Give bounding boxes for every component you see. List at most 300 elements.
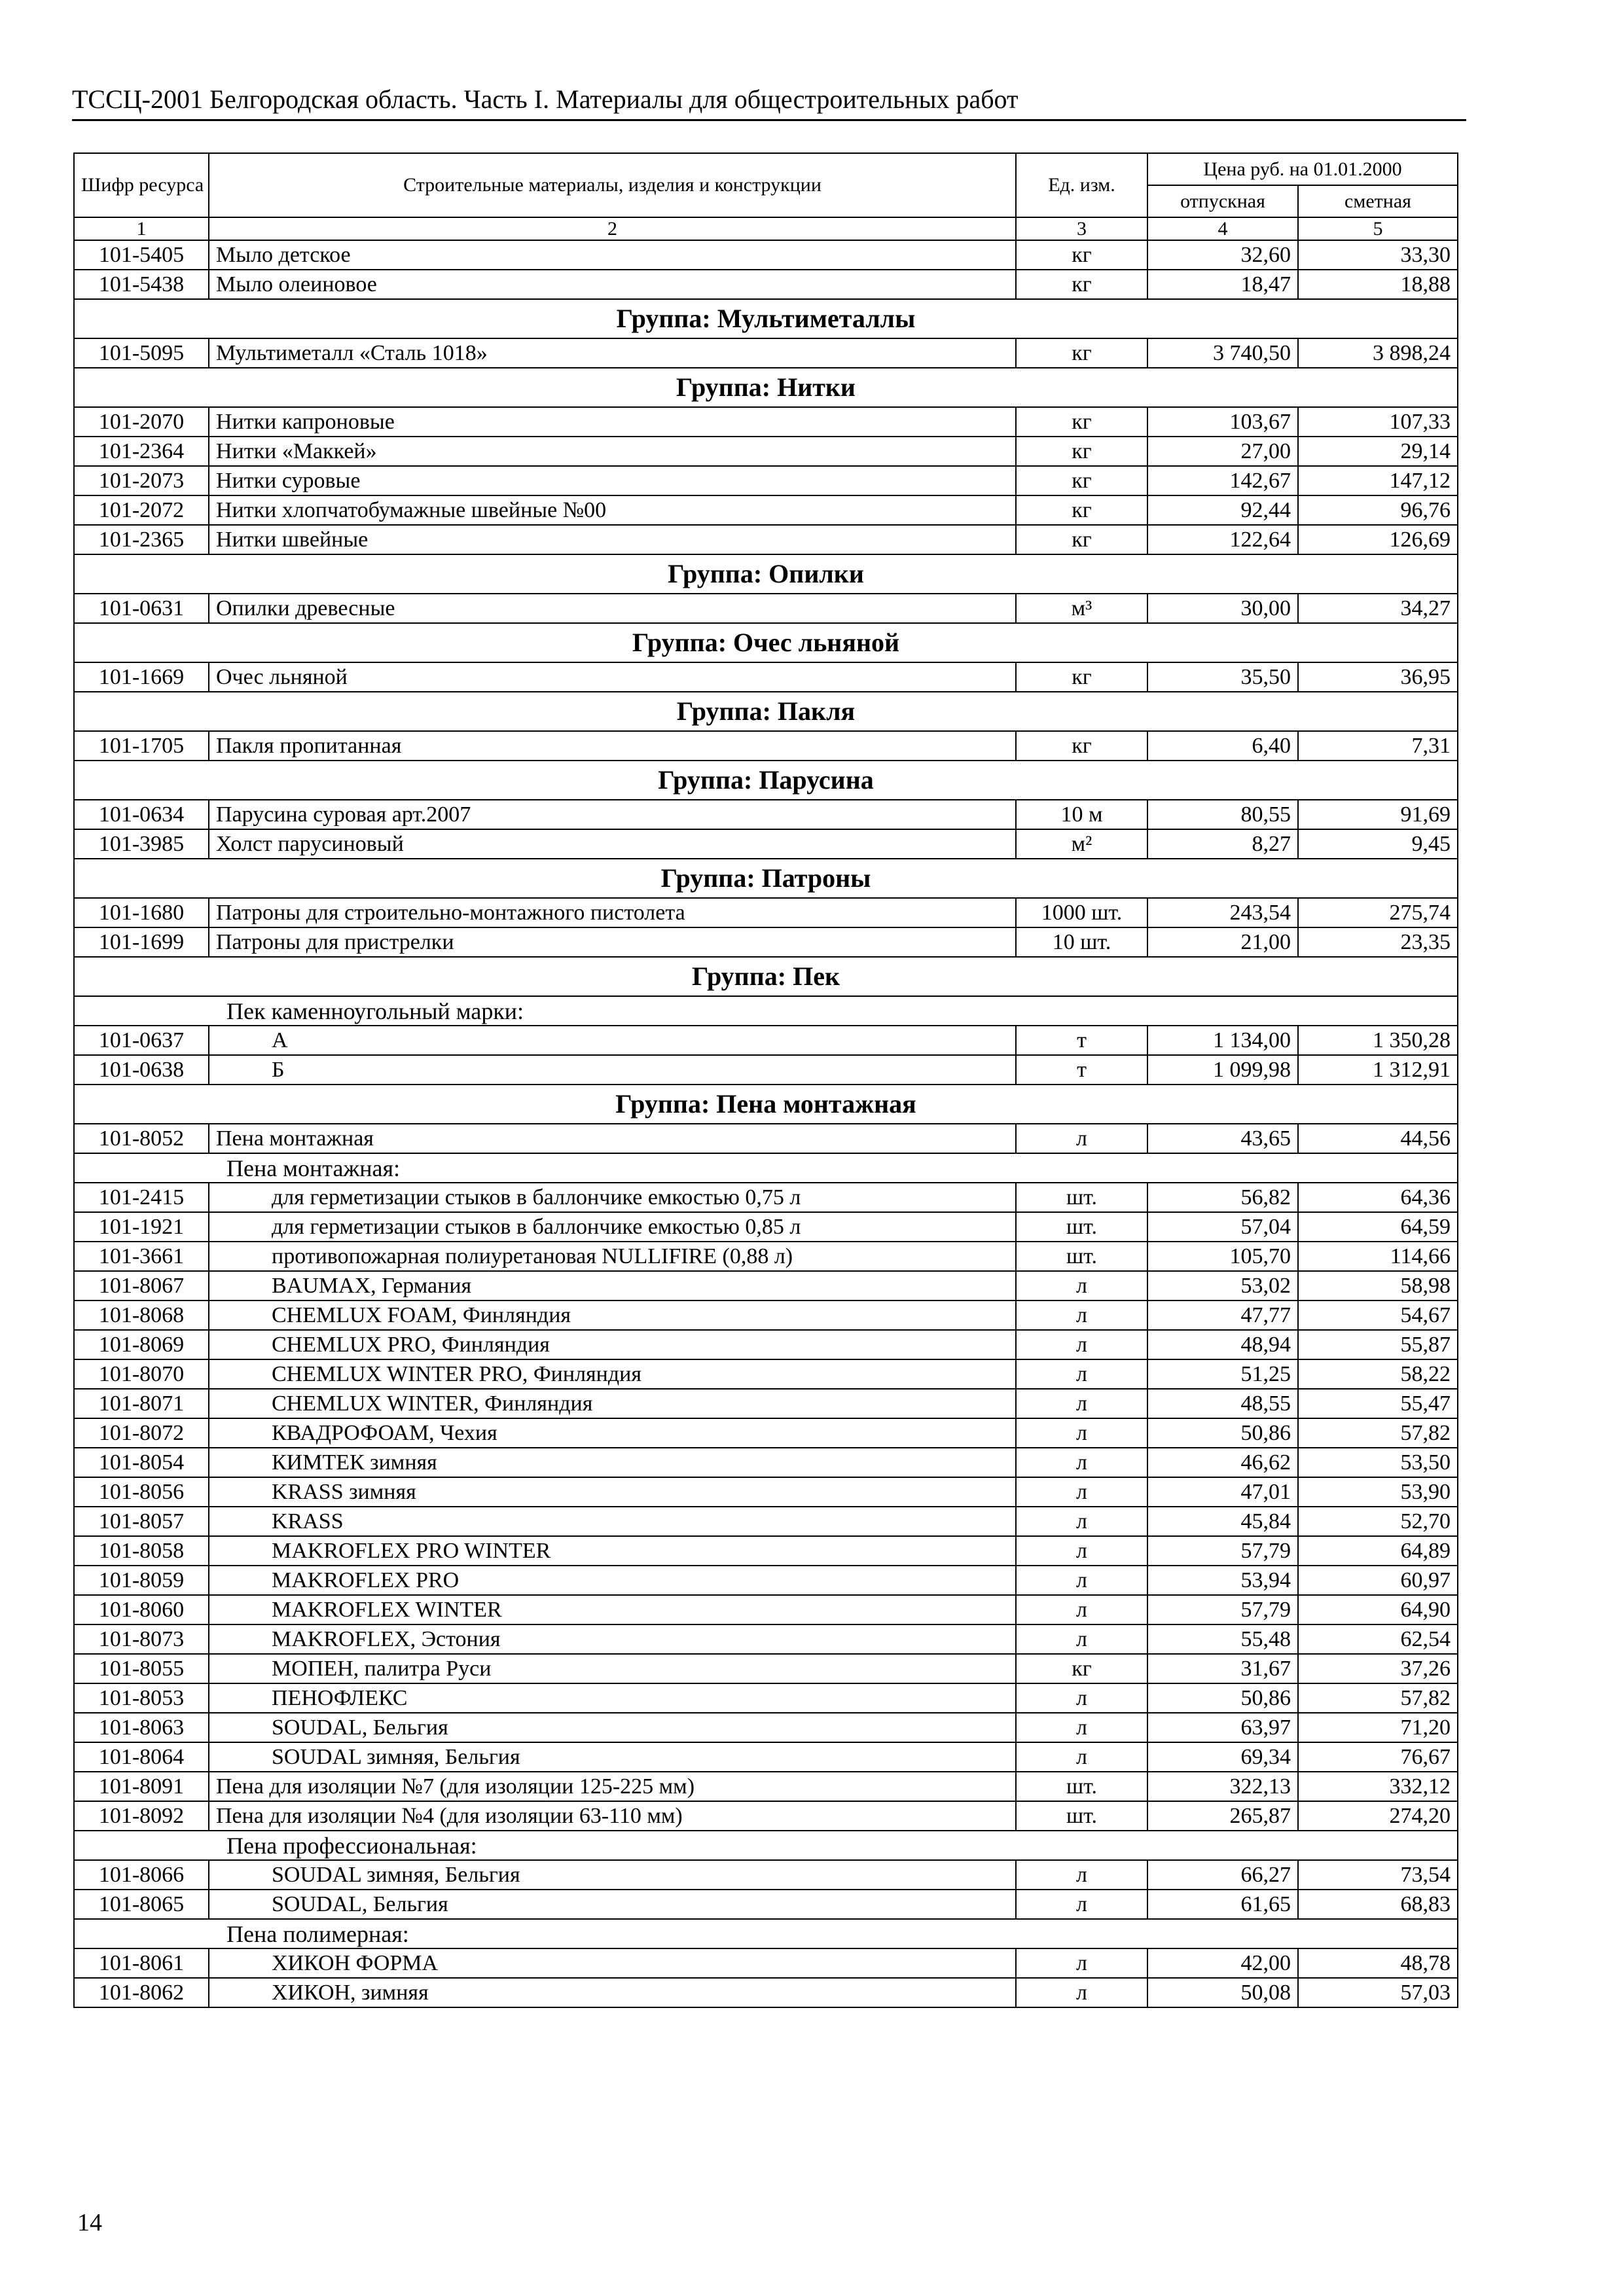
subheading-row [74, 1919, 1458, 1948]
subheading-row [74, 996, 1458, 1026]
material-name: Пена для изоляции №4 (для изоляции 63-110 мм) [209, 1801, 1016, 1831]
resource-code: 101-8068 [74, 1300, 209, 1330]
table-row [74, 1683, 1458, 1713]
price-release: 31,67 [1147, 1654, 1298, 1683]
unit: шт. [1016, 1242, 1147, 1271]
resource-code: 101-8056 [74, 1477, 209, 1507]
unit: л [1016, 1948, 1147, 1978]
unit: 10 шт. [1016, 927, 1147, 957]
price-release: 122,64 [1147, 525, 1298, 554]
table-row [74, 1271, 1458, 1300]
price-estimate: 48,78 [1298, 1948, 1458, 1978]
price-release: 43,65 [1147, 1124, 1298, 1153]
resource-code: 101-8054 [74, 1448, 209, 1477]
table-row [74, 1300, 1458, 1330]
price-release: 51,25 [1147, 1359, 1298, 1389]
table-row [74, 898, 1458, 927]
price-estimate: 36,95 [1298, 662, 1458, 692]
table-row [74, 466, 1458, 495]
resource-code: 101-8070 [74, 1359, 209, 1389]
price-estimate: 274,20 [1298, 1801, 1458, 1831]
price-release: 45,84 [1147, 1507, 1298, 1536]
material-name: Патроны для пристрелки [209, 927, 1016, 957]
unit: кг [1016, 731, 1147, 761]
material-name: Мыло олеиновое [209, 270, 1016, 299]
material-name: MAKROFLEX, Эстония [209, 1624, 1016, 1654]
price-estimate: 76,67 [1298, 1742, 1458, 1772]
material-name: Нитки хлопчатобумажные швейные №00 [209, 495, 1016, 525]
price-estimate: 3 898,24 [1298, 338, 1458, 368]
table-row [74, 1978, 1458, 2007]
price-estimate: 64,59 [1298, 1212, 1458, 1242]
resource-code: 101-3985 [74, 829, 209, 859]
resource-code: 101-5405 [74, 240, 209, 270]
price-estimate: 71,20 [1298, 1713, 1458, 1742]
price-estimate: 64,89 [1298, 1536, 1458, 1566]
material-name: MAKROFLEX WINTER [209, 1595, 1016, 1624]
unit: шт. [1016, 1772, 1147, 1801]
price-release: 265,87 [1147, 1801, 1298, 1831]
resource-code: 101-0637 [74, 1026, 209, 1055]
table-row [74, 1448, 1458, 1477]
price-release: 53,94 [1147, 1566, 1298, 1595]
table-row [74, 1595, 1458, 1624]
material-name: Нитки суровые [209, 466, 1016, 495]
resource-code: 101-8066 [74, 1860, 209, 1890]
price-release: 322,13 [1147, 1772, 1298, 1801]
material-name: SOUDAL, Бельгия [209, 1713, 1016, 1742]
price-estimate: 54,67 [1298, 1300, 1458, 1330]
material-name: Нитки швейные [209, 525, 1016, 554]
resource-code: 101-0631 [74, 594, 209, 623]
material-name: KRASS зимняя [209, 1477, 1016, 1507]
table-row [74, 1124, 1458, 1153]
price-release: 56,82 [1147, 1183, 1298, 1212]
price-table [73, 152, 1458, 2008]
unit: л [1016, 1477, 1147, 1507]
resource-code: 101-2364 [74, 437, 209, 466]
price-estimate: 147,12 [1298, 466, 1458, 495]
price-estimate: 275,74 [1298, 898, 1458, 927]
unit: л [1016, 1742, 1147, 1772]
resource-code: 101-2072 [74, 495, 209, 525]
resource-code: 101-2070 [74, 407, 209, 437]
price-release: 142,67 [1147, 466, 1298, 495]
resource-code: 101-5095 [74, 338, 209, 368]
table-row [74, 525, 1458, 554]
material-name: CHEMLUX WINTER, Финляндия [209, 1389, 1016, 1418]
material-name: Патроны для строительно-монтажного пистолета [209, 898, 1016, 927]
column-number: 5 [1298, 217, 1458, 240]
price-estimate: 52,70 [1298, 1507, 1458, 1536]
group-heading-row [74, 1085, 1458, 1124]
resource-code: 101-8072 [74, 1418, 209, 1448]
resource-code: 101-8069 [74, 1330, 209, 1359]
price-estimate: 91,69 [1298, 800, 1458, 829]
price-estimate: 18,88 [1298, 270, 1458, 299]
unit: л [1016, 1271, 1147, 1300]
price-estimate: 96,76 [1298, 495, 1458, 525]
price-release: 8,27 [1147, 829, 1298, 859]
page-number: 14 [77, 2209, 102, 2236]
material-name: КВАДРОФОАМ, Чехия [209, 1418, 1016, 1448]
material-name: Парусина суровая арт.2007 [209, 800, 1016, 829]
table-row [74, 1477, 1458, 1507]
page-header: ТССЦ-2001 Белгородская область. Часть I. Материалы для общестроительных работ [72, 82, 1466, 121]
price-release: 42,00 [1147, 1948, 1298, 1978]
price-release: 80,55 [1147, 800, 1298, 829]
group-heading: Группа: Пакля [74, 692, 1458, 731]
group-heading: Группа: Пена монтажная [74, 1085, 1458, 1124]
header-unit: Ед. изм. [1016, 153, 1147, 217]
price-estimate: 57,82 [1298, 1683, 1458, 1713]
material-name: Очес льняной [209, 662, 1016, 692]
unit: 1000 шт. [1016, 898, 1147, 927]
material-name: Мультиметалл «Сталь 1018» [209, 338, 1016, 368]
price-estimate: 44,56 [1298, 1124, 1458, 1153]
price-release: 1 134,00 [1147, 1026, 1298, 1055]
price-release: 50,08 [1147, 1978, 1298, 2007]
table-row [74, 1389, 1458, 1418]
price-release: 3 740,50 [1147, 338, 1298, 368]
material-name: MAKROFLEX PRO WINTER [209, 1536, 1016, 1566]
resource-code: 101-1669 [74, 662, 209, 692]
resource-code: 101-8067 [74, 1271, 209, 1300]
subheading: Пена полимерная: [74, 1919, 1458, 1948]
price-estimate: 1 350,28 [1298, 1026, 1458, 1055]
resource-code: 101-2365 [74, 525, 209, 554]
table-row [74, 1566, 1458, 1595]
unit: кг [1016, 437, 1147, 466]
price-release: 1 099,98 [1147, 1055, 1298, 1085]
resource-code: 101-0638 [74, 1055, 209, 1085]
subheading-row [74, 1153, 1458, 1183]
header-code: Шифр ресурса [74, 153, 209, 217]
resource-code: 101-8055 [74, 1654, 209, 1683]
table-row [74, 407, 1458, 437]
material-name: CHEMLUX PRO, Финляндия [209, 1330, 1016, 1359]
unit: л [1016, 1624, 1147, 1654]
column-number: 2 [209, 217, 1016, 240]
column-number: 4 [1147, 217, 1298, 240]
price-estimate: 7,31 [1298, 731, 1458, 761]
unit: л [1016, 1713, 1147, 1742]
material-name: А [209, 1026, 1016, 1055]
table-row [74, 270, 1458, 299]
unit: л [1016, 1448, 1147, 1477]
material-name: для герметизации стыков в баллончике емкостью 0,75 л [209, 1183, 1016, 1212]
unit: шт. [1016, 1183, 1147, 1212]
resource-code: 101-8071 [74, 1389, 209, 1418]
price-release: 50,86 [1147, 1418, 1298, 1448]
price-release: 243,54 [1147, 898, 1298, 927]
group-heading: Группа: Мультиметаллы [74, 299, 1458, 338]
unit: л [1016, 1595, 1147, 1624]
unit: л [1016, 1389, 1147, 1418]
price-release: 30,00 [1147, 594, 1298, 623]
price-release: 57,79 [1147, 1536, 1298, 1566]
price-estimate: 1 312,91 [1298, 1055, 1458, 1085]
table-row [74, 1242, 1458, 1271]
table-row [74, 1654, 1458, 1683]
unit: м³ [1016, 594, 1147, 623]
price-release: 63,97 [1147, 1713, 1298, 1742]
table-row [74, 927, 1458, 957]
group-heading: Группа: Нитки [74, 368, 1458, 407]
table-row [74, 829, 1458, 859]
resource-code: 101-0634 [74, 800, 209, 829]
group-heading: Группа: Очес льняной [74, 623, 1458, 662]
unit: кг [1016, 525, 1147, 554]
column-number: 3 [1016, 217, 1147, 240]
material-name: для герметизации стыков в баллончике емкостью 0,85 л [209, 1212, 1016, 1242]
table-row [74, 731, 1458, 761]
table-row [74, 437, 1458, 466]
group-heading-row [74, 554, 1458, 594]
price-estimate: 107,33 [1298, 407, 1458, 437]
group-heading-row [74, 859, 1458, 898]
price-estimate: 53,90 [1298, 1477, 1458, 1507]
group-heading-row [74, 623, 1458, 662]
table-row [74, 1183, 1458, 1212]
price-release: 27,00 [1147, 437, 1298, 466]
header-price: Цена руб. на 01.01.2000 [1147, 153, 1458, 185]
unit: кг [1016, 240, 1147, 270]
unit: л [1016, 1418, 1147, 1448]
material-name: противопожарная полиуретановая NULLIFIRE (0,88 л) [209, 1242, 1016, 1271]
table-row [74, 1330, 1458, 1359]
group-heading-row [74, 299, 1458, 338]
price-release: 53,02 [1147, 1271, 1298, 1300]
table-body [74, 240, 1458, 2007]
price-estimate: 34,27 [1298, 594, 1458, 623]
price-release: 105,70 [1147, 1242, 1298, 1271]
unit: л [1016, 1359, 1147, 1389]
column-numbers-row [74, 217, 1458, 240]
price-estimate: 64,90 [1298, 1595, 1458, 1624]
price-estimate: 29,14 [1298, 437, 1458, 466]
resource-code: 101-8061 [74, 1948, 209, 1978]
subheading: Пена монтажная: [74, 1153, 1458, 1183]
material-name: BAUMAX, Германия [209, 1271, 1016, 1300]
price-estimate: 53,50 [1298, 1448, 1458, 1477]
price-release: 21,00 [1147, 927, 1298, 957]
material-name: ПЕНОФЛЕКС [209, 1683, 1016, 1713]
subheading: Пек каменноугольный марки: [74, 996, 1458, 1026]
resource-code: 101-1699 [74, 927, 209, 957]
price-release: 66,27 [1147, 1860, 1298, 1890]
material-name: SOUDAL зимняя, Бельгия [209, 1860, 1016, 1890]
price-release: 103,67 [1147, 407, 1298, 437]
resource-code: 101-8073 [74, 1624, 209, 1654]
price-release: 57,04 [1147, 1212, 1298, 1242]
material-name: Пена для изоляции №7 (для изоляции 125-225 мм) [209, 1772, 1016, 1801]
resource-code: 101-1680 [74, 898, 209, 927]
material-name: Опилки древесные [209, 594, 1016, 623]
price-estimate: 9,45 [1298, 829, 1458, 859]
unit: кг [1016, 1654, 1147, 1683]
material-name: Нитки капроновые [209, 407, 1016, 437]
price-estimate: 55,87 [1298, 1330, 1458, 1359]
table-row [74, 800, 1458, 829]
resource-code: 101-8057 [74, 1507, 209, 1536]
unit: кг [1016, 495, 1147, 525]
header-price-release: отпускная [1147, 185, 1298, 217]
price-release: 18,47 [1147, 270, 1298, 299]
price-estimate: 33,30 [1298, 240, 1458, 270]
price-release: 48,55 [1147, 1389, 1298, 1418]
unit: кг [1016, 466, 1147, 495]
price-release: 55,48 [1147, 1624, 1298, 1654]
group-heading: Группа: Опилки [74, 554, 1458, 594]
table-row [74, 1359, 1458, 1389]
unit: кг [1016, 662, 1147, 692]
resource-code: 101-2415 [74, 1183, 209, 1212]
material-name: МОПЕН, палитра Руси [209, 1654, 1016, 1683]
material-name: SOUDAL зимняя, Бельгия [209, 1742, 1016, 1772]
price-release: 92,44 [1147, 495, 1298, 525]
material-name: CHEMLUX WINTER PRO, Финляндия [209, 1359, 1016, 1389]
group-heading-row [74, 761, 1458, 800]
unit: л [1016, 1860, 1147, 1890]
unit: т [1016, 1055, 1147, 1085]
table-row [74, 1713, 1458, 1742]
unit: 10 м [1016, 800, 1147, 829]
price-estimate: 57,03 [1298, 1978, 1458, 2007]
price-estimate: 55,47 [1298, 1389, 1458, 1418]
unit: л [1016, 1124, 1147, 1153]
material-name: КИМТЕК зимняя [209, 1448, 1016, 1477]
resource-code: 101-8065 [74, 1890, 209, 1919]
unit: л [1016, 1330, 1147, 1359]
price-estimate: 57,82 [1298, 1418, 1458, 1448]
material-name: CHEMLUX FOAM, Финляндия [209, 1300, 1016, 1330]
price-release: 6,40 [1147, 731, 1298, 761]
table-row [74, 1624, 1458, 1654]
price-release: 61,65 [1147, 1890, 1298, 1919]
header-name: Строительные материалы, изделия и конструкции [209, 153, 1016, 217]
resource-code: 101-3661 [74, 1242, 209, 1271]
unit: л [1016, 1507, 1147, 1536]
unit: шт. [1016, 1212, 1147, 1242]
unit: кг [1016, 407, 1147, 437]
price-estimate: 58,22 [1298, 1359, 1458, 1389]
material-name: Холст парусиновый [209, 829, 1016, 859]
price-estimate: 73,54 [1298, 1860, 1458, 1890]
price-release: 46,62 [1147, 1448, 1298, 1477]
resource-code: 101-8064 [74, 1742, 209, 1772]
resource-code: 101-2073 [74, 466, 209, 495]
price-release: 47,77 [1147, 1300, 1298, 1330]
material-name: Пена монтажная [209, 1124, 1016, 1153]
table-row [74, 662, 1458, 692]
price-estimate: 114,66 [1298, 1242, 1458, 1271]
price-estimate: 60,97 [1298, 1566, 1458, 1595]
header-price-estimate: сметная [1298, 185, 1458, 217]
unit: л [1016, 1978, 1147, 2007]
unit: л [1016, 1300, 1147, 1330]
price-release: 47,01 [1147, 1477, 1298, 1507]
price-estimate: 37,26 [1298, 1654, 1458, 1683]
resource-code: 101-8062 [74, 1978, 209, 2007]
group-heading-row [74, 957, 1458, 996]
price-estimate: 126,69 [1298, 525, 1458, 554]
table-row [74, 1948, 1458, 1978]
resource-code: 101-5438 [74, 270, 209, 299]
price-estimate: 62,54 [1298, 1624, 1458, 1654]
resource-code: 101-8091 [74, 1772, 209, 1801]
table-header [74, 153, 1458, 240]
resource-code: 101-8059 [74, 1566, 209, 1595]
table-row [74, 1772, 1458, 1801]
unit: л [1016, 1890, 1147, 1919]
table-row [74, 1890, 1458, 1919]
table-row [74, 594, 1458, 623]
price-release: 32,60 [1147, 240, 1298, 270]
resource-code: 101-8060 [74, 1595, 209, 1624]
price-estimate: 23,35 [1298, 927, 1458, 957]
table-row [74, 495, 1458, 525]
unit: л [1016, 1536, 1147, 1566]
resource-code: 101-8053 [74, 1683, 209, 1713]
price-release: 50,86 [1147, 1683, 1298, 1713]
material-name: Нитки «Маккей» [209, 437, 1016, 466]
table-row [74, 240, 1458, 270]
material-name: KRASS [209, 1507, 1016, 1536]
group-heading-row [74, 692, 1458, 731]
group-heading: Группа: Парусина [74, 761, 1458, 800]
price-release: 57,79 [1147, 1595, 1298, 1624]
table-row [74, 338, 1458, 368]
unit: л [1016, 1566, 1147, 1595]
material-name: SOUDAL, Бельгия [209, 1890, 1016, 1919]
material-name: ХИКОН ФОРМА [209, 1948, 1016, 1978]
resource-code: 101-1921 [74, 1212, 209, 1242]
column-number: 1 [74, 217, 209, 240]
resource-code: 101-8063 [74, 1713, 209, 1742]
subheading-row [74, 1831, 1458, 1860]
price-estimate: 68,83 [1298, 1890, 1458, 1919]
group-heading-row [74, 368, 1458, 407]
table-row [74, 1536, 1458, 1566]
unit: шт. [1016, 1801, 1147, 1831]
group-heading: Группа: Пек [74, 957, 1458, 996]
price-release: 48,94 [1147, 1330, 1298, 1359]
table-row [74, 1742, 1458, 1772]
table-row [74, 1026, 1458, 1055]
resource-code: 101-8052 [74, 1124, 209, 1153]
unit: м² [1016, 829, 1147, 859]
table-row [74, 1801, 1458, 1831]
material-name: Б [209, 1055, 1016, 1085]
resource-code: 101-8092 [74, 1801, 209, 1831]
material-name: ХИКОН, зимняя [209, 1978, 1016, 2007]
unit: кг [1016, 338, 1147, 368]
table-row [74, 1212, 1458, 1242]
price-estimate: 64,36 [1298, 1183, 1458, 1212]
table-row [74, 1507, 1458, 1536]
price-release: 69,34 [1147, 1742, 1298, 1772]
unit: л [1016, 1683, 1147, 1713]
price-release: 35,50 [1147, 662, 1298, 692]
table-row [74, 1055, 1458, 1085]
table-row [74, 1860, 1458, 1890]
material-name: Пакля пропитанная [209, 731, 1016, 761]
resource-code: 101-1705 [74, 731, 209, 761]
table-row [74, 1418, 1458, 1448]
unit: кг [1016, 270, 1147, 299]
price-estimate: 332,12 [1298, 1772, 1458, 1801]
